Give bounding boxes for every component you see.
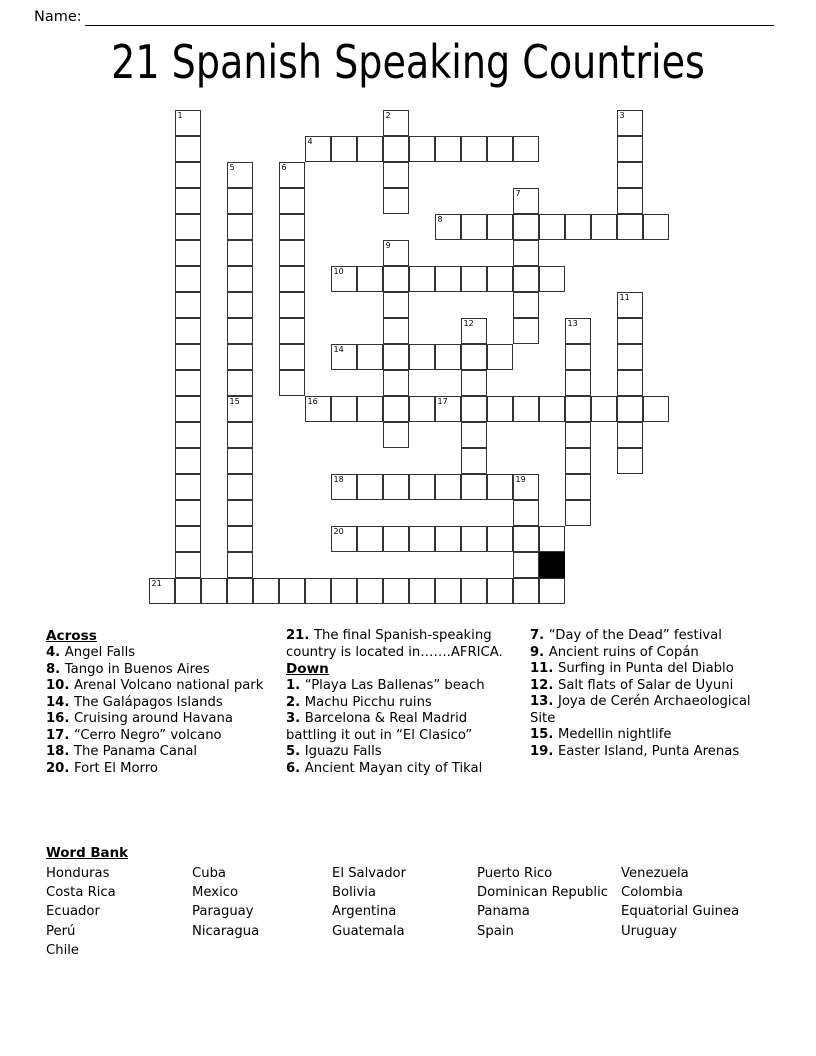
grid-cell[interactable] [383,396,409,422]
grid-cell[interactable] [279,240,305,266]
grid-cell[interactable] [279,370,305,396]
grid-cell[interactable] [617,396,643,422]
down-heading: Down [286,661,329,677]
grid-cell[interactable] [279,344,305,370]
grid-cell[interactable] [617,136,643,162]
grid-cell[interactable] [279,188,305,214]
grid-cell-number: 17 [437,397,448,406]
grid-cell[interactable] [279,214,305,240]
grid-cell[interactable] [513,396,539,422]
grid-cell[interactable] [175,526,201,552]
clue-down-5 [286,744,518,761]
grid-cell[interactable] [409,136,435,162]
word-bank-word[interactable]: El Salvador [332,866,407,881]
clue-text: “Day of the Dead” festival [548,628,722,643]
word-bank-heading: Word Bank [46,846,129,861]
grid-cell[interactable] [383,526,409,552]
word-bank-word[interactable]: Ecuador [46,904,100,920]
word-bank-column [192,864,332,960]
grid-cell[interactable] [175,162,201,188]
clues-column-1 [46,628,278,777]
clue-number: 6. [286,760,305,776]
clue-across-20 [46,761,278,778]
word-bank-columns [46,864,776,960]
grid-cell[interactable] [227,474,253,500]
grid-cell[interactable] [487,136,513,162]
grid-cell-number: 19 [515,475,526,484]
clue-number: 8. [46,661,65,677]
grid-cell[interactable] [461,578,487,604]
grid-cell[interactable] [331,344,357,370]
word-bank-word[interactable]: Colombia [621,885,683,901]
clue-number: 2. [286,694,305,710]
grid-cell-number: 18 [333,475,344,484]
grid-cell[interactable] [383,162,409,188]
grid-cell[interactable] [461,370,487,396]
clue-number: 4. [46,645,65,660]
clue-text: “Playa Las Ballenas” beach [304,678,485,693]
clue-down-6 [286,761,518,778]
clue-number: 11. [530,661,558,676]
clue-number: 14. [46,694,74,710]
grid-cell[interactable] [357,526,383,552]
grid-cell[interactable] [331,136,357,162]
grid-cell[interactable] [409,474,435,500]
clue-number: 5. [286,744,305,759]
across-heading: Across [46,628,97,644]
grid-cell-number: 1 [177,111,183,120]
clue-text: Ancient ruins of Copán [548,644,699,660]
grid-cell[interactable] [461,318,487,344]
clue-text: Surfing in Punta del Diablo [557,661,734,676]
grid-cell[interactable] [383,344,409,370]
grid-cell[interactable] [409,344,435,370]
grid-cell[interactable] [227,344,253,370]
grid-cell[interactable] [331,526,357,552]
grid-cell[interactable] [617,162,643,188]
grid-cell[interactable] [227,448,253,474]
grid-cell[interactable] [513,578,539,604]
grid-cell[interactable] [435,214,461,240]
clue-down-19 [530,744,776,761]
grid-block-cell [539,552,565,578]
word-bank-word[interactable]: Cuba [192,866,227,881]
grid-cell[interactable] [617,370,643,396]
grid-cell[interactable] [617,448,643,474]
grid-cell[interactable] [617,214,643,240]
word-bank-word[interactable]: Venezuela [621,866,689,881]
crossword-grid[interactable] [149,110,669,600]
grid-cell[interactable] [513,474,539,500]
grid-cell[interactable] [591,396,617,422]
clue-number: 7. [530,628,549,643]
grid-cell[interactable] [357,344,383,370]
clue-text: Barcelona & Real Madrid battling it out in “El Clasico” [286,711,473,743]
clue-text: Angel Falls [64,645,136,660]
word-bank-word[interactable]: Paraguay [192,904,254,920]
grid-cell[interactable] [461,396,487,422]
clue-number: 9. [530,644,549,660]
grid-cell[interactable] [227,266,253,292]
clue-number: 18. [46,744,74,759]
word-bank-word[interactable]: Argentina [332,904,397,920]
grid-cell[interactable] [461,344,487,370]
clue-down-1 [286,678,518,695]
grid-cell[interactable] [435,344,461,370]
grid-cell[interactable] [409,266,435,292]
grid-cell-number: 21 [151,579,162,588]
grid-cell[interactable] [175,344,201,370]
grid-cell[interactable] [175,448,201,474]
grid-cell[interactable] [227,578,253,604]
word-bank-column [621,864,776,960]
word-bank-word[interactable]: Nicaragua [192,923,260,939]
grid-cell[interactable] [383,370,409,396]
grid-cell[interactable] [227,292,253,318]
grid-cell[interactable] [383,318,409,344]
clue-across-8 [46,662,278,679]
grid-cell[interactable] [565,500,591,526]
grid-cell[interactable] [331,474,357,500]
grid-cell[interactable] [227,162,253,188]
grid-cell[interactable] [175,110,201,136]
clue-number: 10. [46,678,74,693]
grid-cell-number: 8 [437,215,443,224]
clue-across-10 [46,678,278,695]
grid-cell[interactable] [435,396,461,422]
clue-down-3 [286,711,518,744]
grid-cell[interactable] [435,136,461,162]
grid-cell[interactable] [461,136,487,162]
word-bank-word[interactable]: Honduras [46,866,110,881]
grid-cell-number: 15 [229,397,240,406]
grid-cell[interactable] [513,214,539,240]
grid-cell-number: 13 [567,319,578,328]
word-bank-word[interactable]: Chile [46,942,80,958]
grid-cell[interactable] [617,110,643,136]
clue-number: 17. [46,727,74,743]
clue-across-18 [46,744,278,761]
grid-cell[interactable] [539,396,565,422]
clue-down-12 [530,678,776,695]
word-bank-word[interactable]: Puerto Rico [477,866,553,881]
grid-cell[interactable] [513,318,539,344]
grid-cell-number: 11 [619,293,630,302]
word-bank-word[interactable]: Panama [477,904,530,920]
grid-cell[interactable] [253,578,279,604]
grid-cell[interactable] [435,266,461,292]
grid-cell[interactable] [175,318,201,344]
clues-section [46,628,776,838]
clue-number: 3. [286,711,305,726]
clue-number: 12. [530,677,558,693]
grid-cell[interactable] [539,214,565,240]
grid-cell[interactable] [357,396,383,422]
clue-text: Machu Picchu ruins [304,694,432,710]
word-bank-column [332,864,477,960]
grid-cell[interactable] [175,370,201,396]
grid-cell[interactable] [175,266,201,292]
grid-cell[interactable] [279,578,305,604]
grid-cell[interactable] [435,526,461,552]
clues-column-3 [530,628,776,760]
clue-text: Arenal Volcano national park [73,678,264,693]
grid-cell[interactable] [383,240,409,266]
grid-cell-number: 14 [333,345,344,354]
grid-cell[interactable] [279,162,305,188]
grid-cell-number: 9 [385,241,391,250]
grid-cell[interactable] [201,578,227,604]
clue-number: 19. [530,743,558,759]
grid-cell[interactable] [435,474,461,500]
clue-number: 20. [46,760,74,776]
grid-cell[interactable] [513,552,539,578]
word-bank-column [46,864,192,960]
grid-cell[interactable] [175,474,201,500]
grid-cell-number: 2 [385,111,391,120]
grid-cell[interactable] [227,500,253,526]
grid-cell[interactable] [513,188,539,214]
grid-cell[interactable] [305,396,331,422]
grid-cell[interactable] [383,578,409,604]
grid-cell[interactable] [279,266,305,292]
grid-cell[interactable] [227,318,253,344]
grid-cell[interactable] [461,448,487,474]
word-bank-word[interactable]: Mexico [192,885,239,901]
name-row [34,0,774,26]
grid-cell[interactable] [617,344,643,370]
clue-text: Ancient Mayan city of Tikal [304,760,483,776]
name-label: Name: [34,9,82,25]
clue-number: 16. [46,711,74,726]
clue-text: Iguazu Falls [304,744,382,759]
grid-cell[interactable] [357,578,383,604]
grid-cell[interactable] [487,578,513,604]
grid-cell[interactable] [279,292,305,318]
grid-cell[interactable] [643,396,669,422]
grid-cell[interactable] [175,136,201,162]
grid-cell[interactable] [175,422,201,448]
grid-cell[interactable] [409,578,435,604]
grid-cell[interactable] [513,240,539,266]
grid-cell[interactable] [331,396,357,422]
grid-cell[interactable] [565,422,591,448]
grid-cell[interactable] [461,526,487,552]
grid-cell[interactable] [487,396,513,422]
clue-number: 13. [530,694,558,709]
grid-cell[interactable] [461,266,487,292]
clue-text: Fort El Morro [73,760,158,776]
grid-cell[interactable] [383,266,409,292]
clue-text: Easter Island, Punta Arenas [557,743,740,759]
grid-cell[interactable] [227,240,253,266]
grid-cell[interactable] [539,266,565,292]
grid-cell-number: 7 [515,189,521,198]
clue-across-4 [46,645,278,662]
grid-cell[interactable] [227,214,253,240]
grid-cell[interactable] [383,422,409,448]
grid-cell-number: 3 [619,111,625,120]
grid-cell[interactable] [461,214,487,240]
clue-number: 15. [530,727,558,742]
grid-cell[interactable] [513,526,539,552]
grid-cell[interactable] [175,240,201,266]
clue-text: Joya de Cerén Archaeological Site [530,694,751,726]
word-bank-word[interactable]: Bolivia [332,885,376,901]
clue-across-21 [286,628,518,661]
grid-cell[interactable] [305,578,331,604]
grid-cell[interactable] [513,266,539,292]
grid-cell[interactable] [383,292,409,318]
grid-cell[interactable] [331,266,357,292]
grid-cell[interactable] [227,188,253,214]
clue-text: The Panama Canal [73,744,198,759]
grid-cell-number: 20 [333,527,344,536]
grid-cell-number: 12 [463,319,474,328]
grid-cell[interactable] [565,344,591,370]
grid-cell[interactable] [487,266,513,292]
word-bank-column [477,864,621,960]
grid-cell[interactable] [565,396,591,422]
clue-down-15 [530,727,776,744]
clues-column-2 [286,628,518,777]
grid-cell[interactable] [617,188,643,214]
grid-cell[interactable] [617,422,643,448]
clue-text: Medellin nightlife [557,727,672,742]
grid-cell[interactable] [565,474,591,500]
grid-cell[interactable] [565,318,591,344]
word-bank-word[interactable]: Equatorial Guinea [621,904,740,920]
grid-cell[interactable] [539,526,565,552]
word-bank-word[interactable]: Perú [46,923,76,939]
clue-text: The final Spanish-speaking country is located in…….AFRICA. [286,628,503,660]
clue-across-14 [46,695,278,712]
grid-cell[interactable] [461,474,487,500]
page-title: 21 Spanish Speaking Countries [111,35,705,89]
word-bank-word[interactable]: Dominican Republic [477,885,608,901]
grid-cell[interactable] [279,318,305,344]
grid-cell[interactable] [383,474,409,500]
grid-cell[interactable] [409,396,435,422]
grid-cell[interactable] [487,344,513,370]
grid-cell[interactable] [565,214,591,240]
grid-cell[interactable] [487,214,513,240]
name-input-blank[interactable] [85,11,774,26]
word-bank-word[interactable]: Guatemala [332,923,405,939]
grid-cell[interactable] [435,578,461,604]
grid-cell[interactable] [227,422,253,448]
grid-cell[interactable] [513,292,539,318]
grid-cell-number: 5 [229,163,235,172]
grid-cell[interactable] [357,136,383,162]
clue-across-16 [46,711,278,728]
grid-cell[interactable] [383,110,409,136]
grid-cell[interactable] [175,188,201,214]
clue-down-11 [530,661,776,678]
grid-cell[interactable] [383,188,409,214]
clue-text: Cruising around Havana [73,711,233,726]
clue-text: Tango in Buenos Aires [64,661,210,677]
grid-cell[interactable] [227,552,253,578]
grid-cell[interactable] [513,136,539,162]
grid-cell[interactable] [617,292,643,318]
grid-cell[interactable] [409,526,435,552]
grid-cell-number: 10 [333,267,344,276]
word-bank-word[interactable]: Uruguay [621,923,678,939]
clue-number: 21. [286,628,314,643]
grid-cell[interactable] [331,578,357,604]
clue-down-13 [530,694,776,727]
grid-cell[interactable] [565,370,591,396]
grid-cell[interactable] [383,136,409,162]
clue-across-17 [46,728,278,745]
clue-text: “Cerro Negro” volcano [73,727,222,743]
grid-cell[interactable] [175,214,201,240]
grid-cell[interactable] [357,266,383,292]
grid-cell[interactable] [643,214,669,240]
grid-cell[interactable] [617,318,643,344]
grid-cell-number: 16 [307,397,318,406]
clue-down-7 [530,628,776,645]
grid-cell[interactable] [175,552,201,578]
grid-cell[interactable] [539,578,565,604]
grid-cell-number: 6 [281,163,287,172]
grid-cell[interactable] [227,526,253,552]
grid-cell[interactable] [175,292,201,318]
grid-cell[interactable] [591,214,617,240]
grid-cell[interactable] [175,396,201,422]
clue-number: 1. [286,678,305,693]
word-bank-word[interactable]: Costa Rica [46,885,116,901]
grid-cell[interactable] [487,526,513,552]
clue-down-9 [530,645,776,662]
grid-cell[interactable] [357,474,383,500]
grid-cell-number: 4 [307,137,313,146]
word-bank-section [46,845,776,960]
grid-cell[interactable] [227,396,253,422]
grid-cell[interactable] [175,500,201,526]
grid-cell[interactable] [227,370,253,396]
clue-text: The Galápagos Islands [73,694,223,710]
grid-cell[interactable] [513,500,539,526]
grid-cell[interactable] [461,422,487,448]
grid-cell[interactable] [175,578,201,604]
clue-down-2 [286,695,518,712]
grid-cell[interactable] [565,448,591,474]
grid-cell[interactable] [149,578,175,604]
clue-text: Salt flats of Salar de Uyuni [557,677,734,693]
grid-cell[interactable] [487,474,513,500]
grid-cell[interactable] [305,136,331,162]
word-bank-word[interactable]: Spain [477,923,514,939]
